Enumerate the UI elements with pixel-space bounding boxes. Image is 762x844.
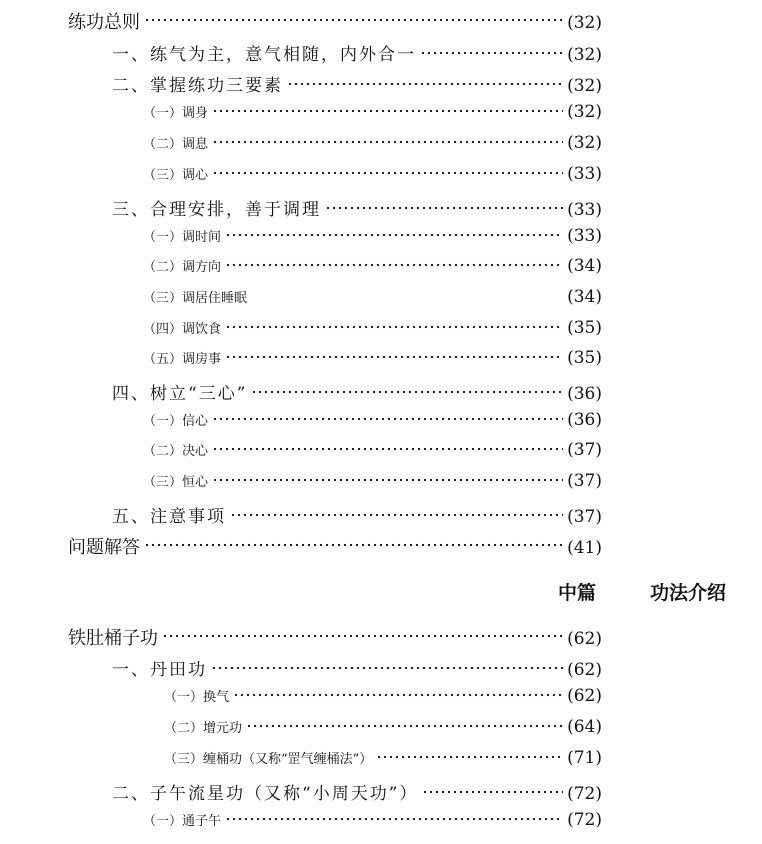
toc-entry (143, 287, 602, 307)
toc-entry-title: （三）调心 (143, 168, 209, 183)
toc-entry-page: (41) (567, 538, 602, 558)
toc-entry-page: (37) (567, 471, 602, 491)
toc-entry (143, 471, 602, 491)
toc-entry (143, 810, 602, 830)
toc-entry-page: (72) (567, 784, 602, 804)
toc-entry-title: （三）调居住睡眠 (143, 291, 248, 306)
toc-entry-page: (71) (567, 748, 602, 768)
toc-entry (112, 379, 602, 404)
toc-entry (143, 440, 602, 460)
toc-entry-page: (32) (567, 45, 602, 65)
toc-entry-title: （二）调方向 (143, 260, 222, 275)
toc-entry-title: 五、注意事项 (112, 507, 226, 527)
toc-entry-page: (32) (567, 76, 602, 96)
toc-entry-title: 四、树立“三心” (112, 384, 248, 404)
toc-entry-page: (32) (567, 133, 602, 153)
toc-entry-page: (34) (567, 287, 602, 307)
leader-dots (230, 505, 563, 522)
toc-entry-title: 二、子午流星功（又称“小周天功”） (112, 784, 419, 804)
toc-entry-page: (32) (567, 13, 602, 33)
section-name: 功法介绍 (650, 582, 727, 604)
toc-entry (143, 256, 602, 276)
leader-dots (233, 688, 563, 701)
toc-entry-page: (33) (567, 200, 602, 220)
toc-entry (112, 195, 602, 220)
toc-entry (164, 686, 602, 706)
leader-dots (287, 74, 563, 91)
toc-entry-page: (62) (567, 686, 602, 706)
toc-entry-title: 铁肚桶子功 (68, 628, 158, 649)
toc-entry-page: (62) (567, 660, 602, 680)
toc-entry-title: （一）调身 (143, 106, 209, 121)
leader-dots (225, 812, 563, 825)
toc-entry (68, 624, 602, 650)
leader-dots (211, 658, 563, 675)
leader-dots (212, 166, 563, 179)
leader-dots (212, 135, 563, 148)
leader-dots (420, 43, 563, 60)
leader-dots (376, 750, 563, 763)
toc-entry (112, 502, 602, 527)
toc-entry-page: (64) (567, 717, 602, 737)
leader-dots (225, 258, 563, 271)
toc-entry-title: （五）调房事 (143, 352, 222, 367)
toc-entry-title: 二、掌握练功三要素 (112, 76, 283, 96)
toc-entry-title: （三）缠桶功（又称“罡气缠桶法”） (164, 752, 373, 767)
toc-entry (143, 102, 602, 122)
toc-entry-page: (35) (567, 348, 602, 368)
toc-entry-title: （二）调息 (143, 137, 209, 152)
leader-dots (225, 350, 563, 363)
toc-entry (143, 348, 602, 368)
toc-entry (112, 71, 602, 96)
toc-entry (143, 164, 602, 184)
toc-entry (112, 779, 602, 804)
toc-entry-title: （三）恒心 (143, 475, 209, 490)
toc-entry-title: 问题解答 (68, 537, 140, 558)
leader-dots (325, 198, 563, 215)
toc-entry (143, 410, 602, 430)
leader-dots (251, 289, 563, 302)
toc-entry (143, 226, 602, 246)
toc-entry-title: （一）调时间 (143, 230, 222, 245)
leader-dots (212, 104, 563, 117)
leader-dots (144, 535, 563, 553)
toc-entry-page: (37) (567, 440, 602, 460)
toc-entry (68, 533, 602, 559)
toc-entry-page: (36) (567, 410, 602, 430)
toc-entry-title: （一）信心 (143, 414, 209, 429)
leader-dots (225, 228, 563, 241)
toc-entry (112, 40, 602, 65)
toc-entry-title: 一、练气为主，意气相随，内外合一 (112, 45, 416, 65)
toc-entry (143, 133, 602, 153)
toc-entry-page: (36) (567, 384, 602, 404)
toc-entry-title: 练功总则 (68, 12, 140, 33)
toc-entry-title: （四）调饮食 (143, 322, 222, 337)
leader-dots (144, 10, 563, 28)
leader-dots (422, 782, 563, 799)
toc-entry-title: （一）换气 (164, 690, 230, 705)
toc-entry-page: (37) (567, 507, 602, 527)
toc-entry-page: (62) (567, 629, 602, 649)
toc-entry-page: (72) (567, 810, 602, 830)
toc-entry-title: 一、丹田功 (112, 660, 207, 680)
toc-entry-title: （二）决心 (143, 444, 209, 459)
toc-entry-page: (34) (567, 256, 602, 276)
toc-entry (164, 717, 602, 737)
leader-dots (212, 473, 563, 486)
leader-dots (251, 382, 563, 399)
leader-dots (225, 320, 563, 333)
toc-entry-page: (33) (567, 226, 602, 246)
toc-entry-title: 三、合理安排，善于调理 (112, 200, 321, 220)
section-part: 中篇 (558, 582, 597, 604)
leader-dots (162, 626, 563, 644)
toc-entry-page: (33) (567, 164, 602, 184)
toc-entry (112, 655, 602, 680)
toc-entry-title: （二）增元功 (164, 721, 243, 736)
toc-entry (164, 748, 602, 768)
leader-dots (246, 719, 563, 732)
toc-entry (143, 318, 602, 338)
leader-dots (212, 442, 563, 455)
toc-entry (68, 8, 602, 34)
toc-entry-title: （一）通子午 (143, 814, 222, 829)
toc-entry-page: (32) (567, 102, 602, 122)
toc-entry-page: (35) (567, 318, 602, 338)
leader-dots (212, 412, 563, 425)
